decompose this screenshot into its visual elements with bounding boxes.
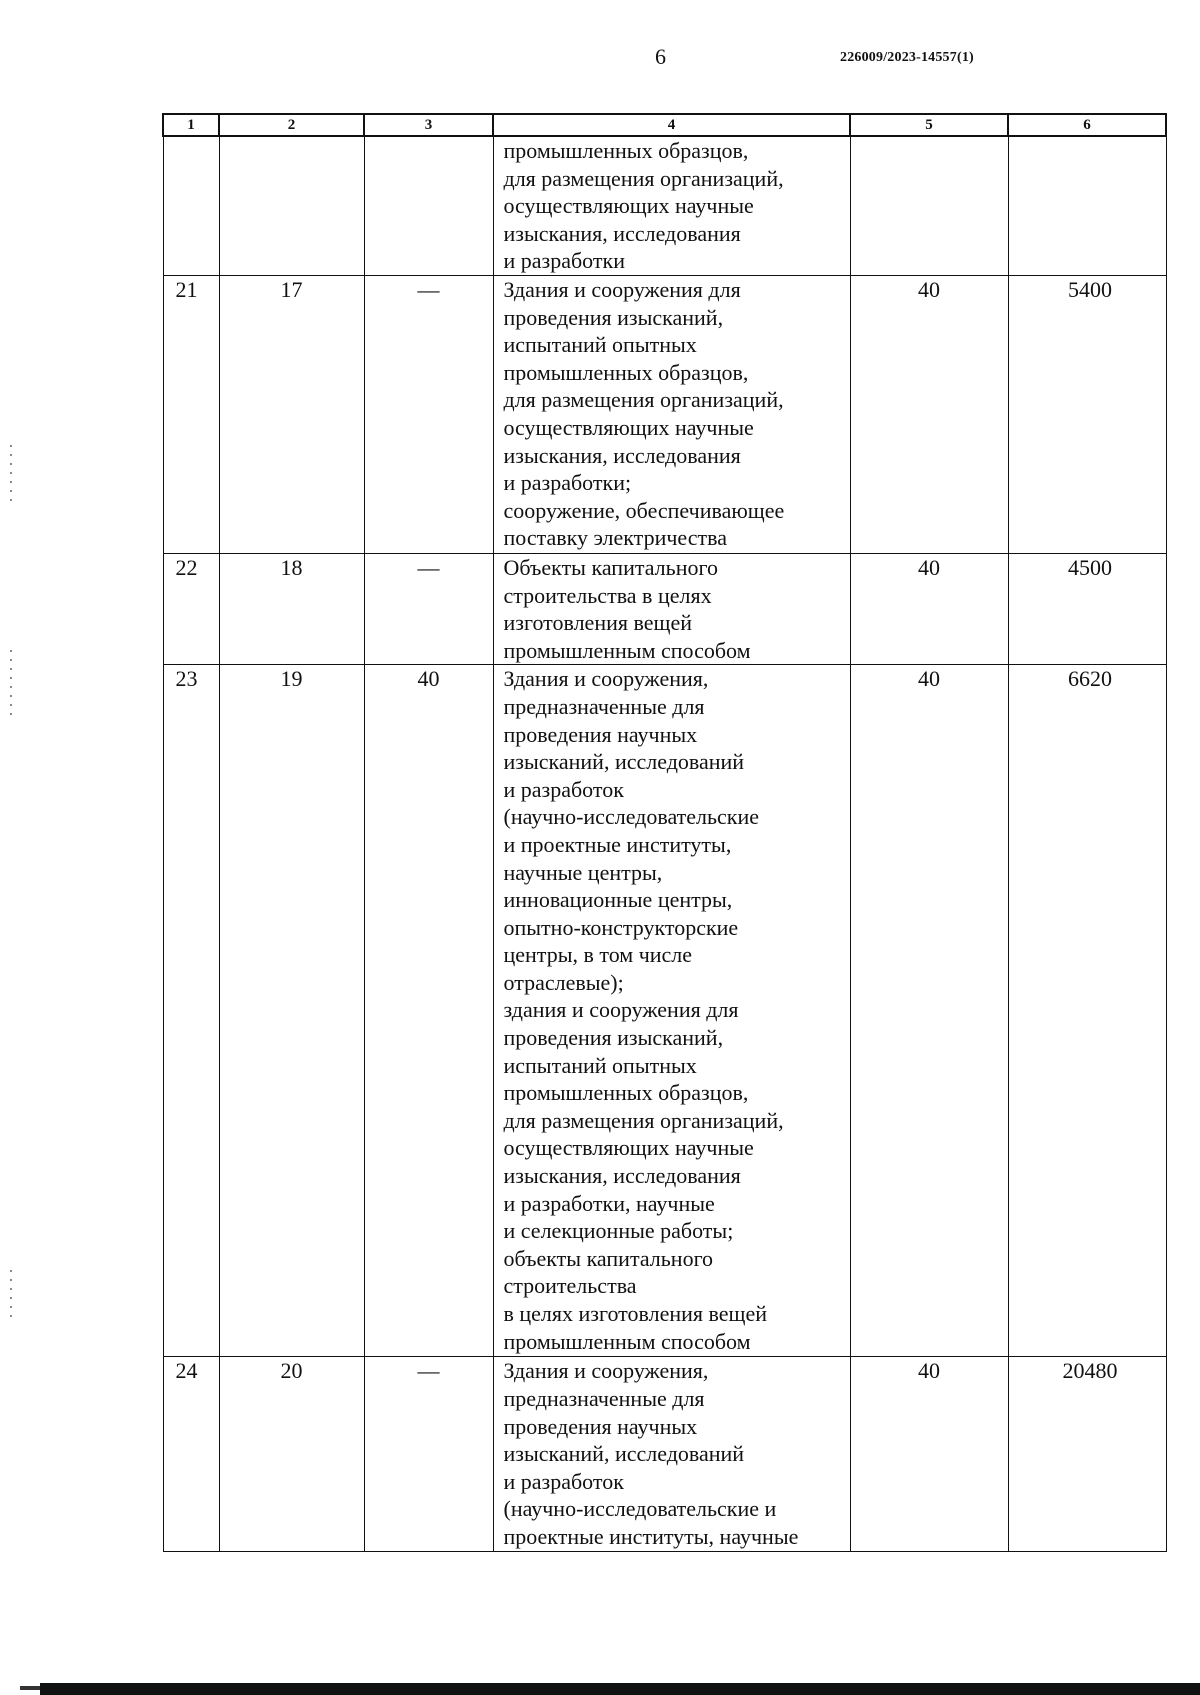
column-header-2: 2 [219,114,364,136]
description-line: проектные институты, научные [503,1523,799,1549]
column-5-cell: 40 [850,275,1008,553]
table-row [163,275,1166,553]
description-line: опытно-конструкторские [503,914,739,940]
description-line: и разработок [503,776,624,802]
column-6-cell: 5400 [1008,275,1166,553]
description-line: проведения научных [503,721,698,747]
column-3-cell: — [364,1357,493,1552]
description-line: для размещения организаций, [503,387,784,413]
column-header-5: 5 [850,114,1008,136]
description-line: поставку электричества [503,525,727,551]
description-line: и разработок [503,1468,624,1494]
description-line: предназначенные для [503,693,705,719]
column-header-1: 1 [163,114,219,136]
description-line: проведения изысканий, [503,304,724,330]
description-cell [493,553,850,664]
description-line: научные центры, [503,859,663,885]
description-line: изыскания, исследования [503,1163,741,1189]
description-line: Объекты капитального [503,554,718,580]
description-line: (научно-исследовательские [503,804,760,830]
description-line: Здания и сооружения, [503,666,709,692]
column-6-cell: 4500 [1008,553,1166,664]
description-line: для размещения организаций, [503,165,784,191]
column-header-3: 3 [364,114,493,136]
scan-artifact [10,650,12,720]
description-line: изыскания, исследования [503,442,741,468]
description-line: центры, в том числе [503,942,693,968]
column-2-cell: 17 [219,275,364,553]
description-line: осуществляющих научные [503,1135,754,1161]
table-row [163,553,1166,664]
column-5-cell: 40 [850,665,1008,1357]
description-line: и разработки, научные [503,1190,715,1216]
description-line: испытаний опытных [503,1052,697,1078]
column-6-cell: 20480 [1008,1357,1166,1552]
table-row [163,665,1166,1357]
scan-artifact [10,1270,12,1320]
description-line: инновационные центры, [503,887,733,913]
column-5-cell: 40 [850,1357,1008,1552]
description-cell [493,665,850,1357]
table-body [163,136,1166,1552]
column-header-6: 6 [1008,114,1166,136]
description-line: изготовления вещей [503,610,692,636]
description-line: отраслевые); [503,969,624,995]
column-6-cell [1008,136,1166,275]
description-line: строительства в целях [503,582,712,608]
description-line: (научно-исследовательские и [503,1496,777,1522]
description-line: объекты капитального [503,1245,714,1271]
description-line: Здания и сооружения для [503,276,741,302]
description-line: здания и сооружения для [503,997,739,1023]
description-line: промышленных образцов, [503,1080,749,1106]
description-line: промышленным способом [503,1328,751,1354]
description-line: промышленным способом [503,637,751,663]
description-line: и селекционные работы; [503,1218,734,1244]
column-3-cell: — [364,553,493,664]
data-table [162,113,1167,1552]
description-line: и разработки; [503,470,632,496]
description-line: Здания и сооружения, [503,1358,709,1384]
column-5-cell [850,136,1008,275]
description-line: для размещения организаций, [503,1107,784,1133]
description-line: в целях изготовления вещей [503,1301,768,1326]
description-cell [493,136,850,275]
description-line: предназначенные для [503,1385,705,1411]
column-2-cell: 19 [219,665,364,1357]
description-line: и проектные институты, [503,831,732,857]
row-number-cell [163,136,219,275]
table-row [163,1357,1166,1552]
scan-artifact [10,445,12,505]
description-line: промышленных образцов, [503,359,749,385]
column-3-cell [364,136,493,275]
scan-edge-bar [40,1683,1200,1695]
column-header-4: 4 [493,114,850,136]
table-row [163,136,1166,275]
column-2-cell: 20 [219,1357,364,1552]
description-line: проведения научных [503,1413,698,1439]
row-number-cell: 22 [163,553,219,664]
document-reference: 226009/2023-14557(1) [840,50,974,65]
description-line: строительства [503,1273,637,1299]
description-cell [493,275,850,553]
column-2-cell: 18 [219,553,364,664]
description-line: изысканий, исследований [503,749,745,775]
table-header [163,114,1166,136]
description-line: осуществляющих научные [503,414,754,440]
description-line: изысканий, исследований [503,1441,745,1467]
description-line: испытаний опытных [503,332,697,358]
column-2-cell [219,136,364,275]
description-cell [493,1357,850,1552]
description-line: изыскания, исследования [503,220,741,246]
description-line: проведения изысканий, [503,1025,724,1051]
column-6-cell: 6620 [1008,665,1166,1357]
row-number-cell: 21 [163,275,219,553]
header-row [163,114,1166,136]
description-line: сооружение, обеспечивающее [503,497,785,523]
column-3-cell: 40 [364,665,493,1357]
description-line: промышленных образцов, [503,138,749,163]
description-line: и разработки [503,248,625,274]
column-5-cell: 40 [850,553,1008,664]
column-3-cell: — [364,275,493,553]
row-number-cell: 24 [163,1357,219,1552]
description-line: осуществляющих научные [503,193,754,219]
page-number: 6 [655,44,666,69]
row-number-cell: 23 [163,665,219,1357]
